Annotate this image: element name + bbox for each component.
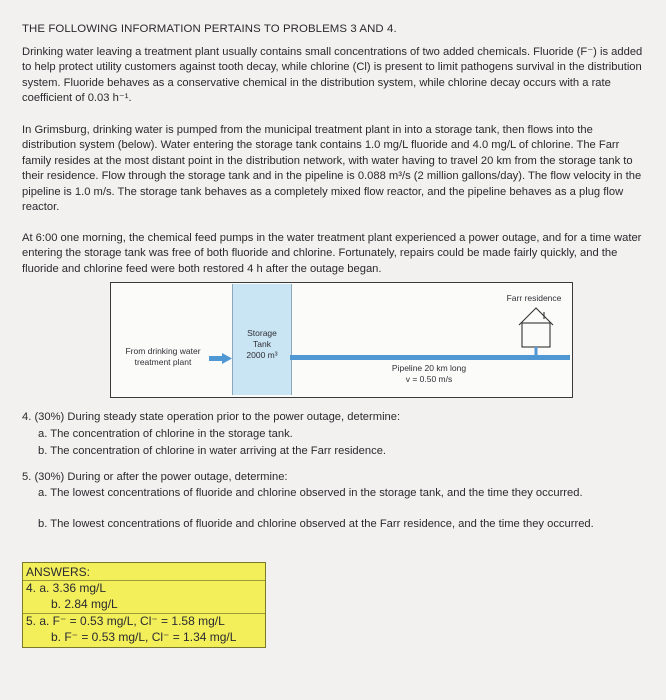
source-label-line-1: From drinking water [125,346,201,356]
paragraph-outage: At 6:00 one morning, the chemical feed pumps in the water treatment plant experienced a power outage, and for a time water entering the storage tank was free of both fluoride and chlorine. Fortunately, repairs could be made fairly quickly, and the fluoride and chlorine feed were both restored 4 h after the outage began. [22,232,642,275]
question-5a: a. The lowest concentrations of fluoride and chlorine observed in the storage tank, and the time they occurred. [38,487,583,499]
answer-5a: 5. a. F⁻ = 0.53 mg/L, Cl⁻ = 1.58 mg/L [26,614,225,628]
tank-label-line-1: Storage [247,328,277,338]
pipeline-label [379,363,479,385]
question-4a: a. The concentration of chlorine in the storage tank. [38,428,293,440]
page-heading: THE FOLLOWING INFORMATION PERTAINS TO PROBLEMS 3 AND 4. [22,23,397,35]
house-icon [511,303,561,358]
answer-4a: 4. a. 3.36 mg/L [26,581,107,595]
pipeline-label-line-2: v = 0.50 m/s [405,374,453,384]
tank-label-line-2: Tank [253,339,271,349]
tank-label-line-3: 2000 m³ [246,350,278,360]
paragraph-chemicals: Drinking water leaving a treatment plant usually contains small concentrations of two added chemicals. Fluoride (F⁻) is added to help protect utility customers against tooth decay, while chlorine (Cl) is present to limit pathogens survival in the distribution system. Fluoride behaves as a conservative chemical in the distribution system, while chlorine decay occurs with a rate coefficient of 0.03 h⁻¹. [22,46,643,105]
source-label-line-2: treatment plant [134,357,192,367]
answer-5b: b. F⁻ = 0.53 mg/L, Cl⁻ = 1.34 mg/L [51,630,237,644]
tank-label [233,328,291,361]
answers-box [22,562,266,648]
residence-label: Farr residence [506,293,562,303]
answer-4b: b. 2.84 mg/L [51,597,118,611]
question-5b: b. The lowest concentrations of fluoride and chlorine observed at the Farr residence, and the time they occurred. [38,518,594,530]
distribution-diagram [110,282,573,398]
answers-title: ANSWERS: [26,565,91,579]
inflow-arrow-icon [209,353,233,365]
paragraph-grimsburg: In Grimsburg, drinking water is pumped from the municipal treatment plant in into a storage tank, then flows into the distribution system (below). Water entering the storage tank contains 1.0 mg/L fluoride and 4.0 mg/L of chlorine. The Farr family resides at the most distant point in the distribution network, with water having to travel 20 km from the storage tank to their residence. Flow through the storage tank and in the pipeline is 0.088 m³/s (2 million gallons/day). The flow velocity in the pipeline is 1.0 m/s. The storage tank behaves as a completely mixed flow reactor, and the pipeline behaves as a plug flow reactor. [22,124,642,214]
question-4b: b. The concentration of chlorine in water arriving at the Farr residence. [38,445,387,457]
source-label [117,346,209,368]
pipeline-label-line-1: Pipeline 20 km long [391,363,467,373]
storage-tank [232,284,292,395]
question-4: 4. (30%) During steady state operation prior to the power outage, determine: [22,411,401,423]
question-5: 5. (30%) During or after the power outage, determine: [22,471,288,483]
